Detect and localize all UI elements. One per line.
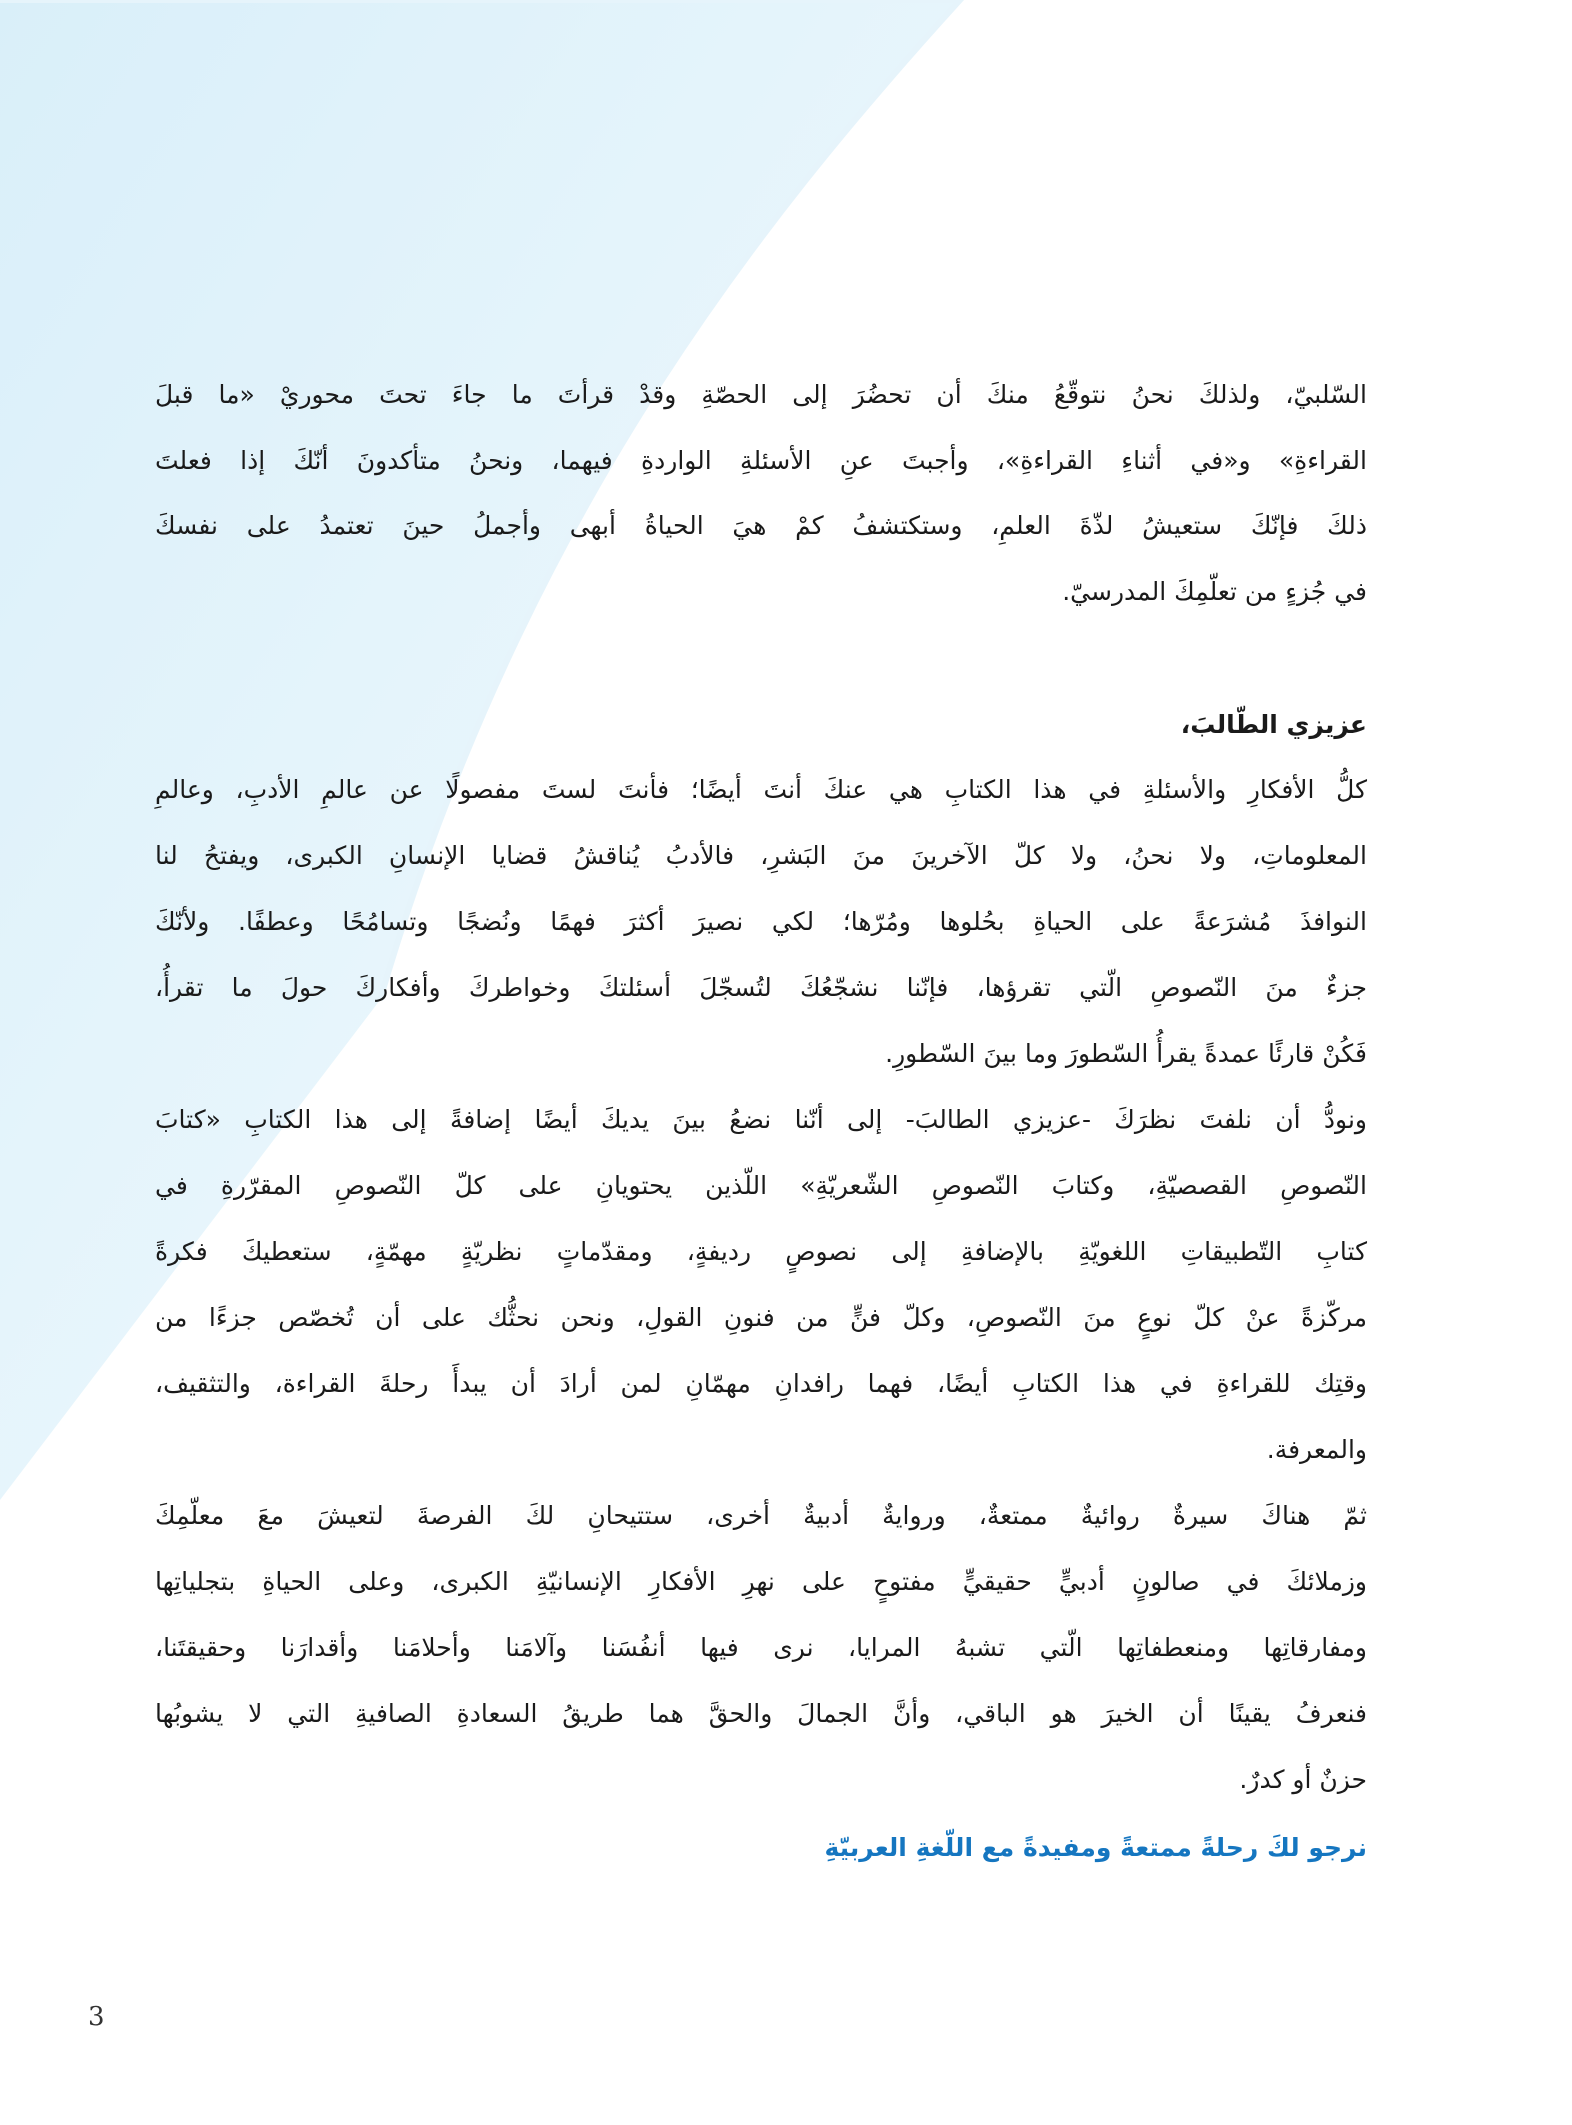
paragraph-line: فنعرفُ يقينًا أن الخيرَ هو الباقي، وأنَّ الجمالَ والحقَّ هما طريقُ السعادةِ الصافيةِ التي لا يشوبُها — [155, 1699, 1367, 1728]
page-number: 3 — [88, 2002, 105, 2032]
paragraph-line: جزءٌ منَ النّصوصِ الّتي تقرؤها، فإنّنا نشجّعُكَ لتُسجّلَ أسئلتكَ وخواطركَ وأفكاركَ حولَ ما تقرأُ، — [155, 973, 1367, 1002]
paragraph-line: كلُّ الأفكارِ والأسئلةِ في هذا الكتابِ هي عنكَ أنتَ أيضًا؛ فأنتَ لستَ مفصولًا عن عالمِ الأدبِ، وعالمِ — [155, 775, 1367, 804]
paragraph-line: فَكُنْ قارئًا عمدةً يقرأُ السّطورَ وما بينَ السّطورِ. — [885, 1039, 1367, 1068]
paragraph-line: ذلكَ فإنّكَ ستعيشُ لذّةَ العلمِ، وستكتشفُ كمْ هيَ الحياةُ أبهى وأجملُ حينَ تعتمدُ على نفسكَ — [155, 511, 1367, 540]
paragraph-line: السّلبيّ، ولذلكَ نحنُ نتوقّعُ منكَ أن تحضُرَ إلى الحصّةِ وقدْ قرأتَ ما جاءَ تحتَ محوريْ «ما قبلَ — [155, 380, 1367, 409]
paragraph-line: ثمّ هناكَ سيرةٌ روائيةٌ ممتعةٌ، وروايةٌ أدبيةٌ أخرى، ستتيحانِ لكَ الفرصةَ لتعيشَ معَ معلّمِكَ — [155, 1501, 1367, 1530]
paragraph-line: مركّزةً عنْ كلّ نوعٍ منَ النّصوصِ، وكلّ فنٍّ من فنونِ القولِ، ونحن نحثُّك على أن تُخصّص جزءًا من — [155, 1303, 1367, 1332]
paragraph-line: وقتِك للقراءةِ في هذا الكتابِ أيضًا، فهما رافدانِ مهمّانِ لمن أرادَ أن يبدأَ رحلةَ القراءة، والتثقيف، — [155, 1369, 1367, 1398]
paragraph-line: حزنٌ أو كدرٌ. — [1239, 1765, 1367, 1794]
paragraph-line: وزملائكَ في صالونٍ أدبيٍّ حقيقيٍّ مفتوحٍ على نهرِ الأفكارِ الإنسانيّةِ الكبرى، وعلى الحياةِ بتجلياتِها — [155, 1567, 1367, 1596]
paragraph-line: المعلوماتِ، ولا نحنُ، ولا كلّ الآخرينَ منَ البَشرِ، فالأدبُ يُناقشُ قضايا الإنسانِ الكبرى، ويفتحُ لنا — [155, 841, 1367, 870]
paragraph-line: ومفارقاتِها ومنعطفاتِها الّتي تشبهُ المرايا، نرى فيها أنفُسَنا وآلامَنا وأحلامَنا وأقدارَنا وحقيقتَنا، — [155, 1633, 1367, 1662]
paragraph-line: النوافذَ مُشرَعةً على الحياةِ بحُلوها ومُرّها؛ لكي نصيرَ أكثرَ فهمًا ونُضجًا وتسامُحًا وعطفًا. ولأنّكَ — [155, 907, 1367, 936]
paragraph-line: ونودُّ أن نلفتَ نظرَكَ -عزيزي الطالبَ- إلى أنّنا نضعُ بينَ يديكَ أيضًا إضافةً إلى هذا الكتابِ «كتابَ — [155, 1105, 1367, 1134]
closing-wish: نرجو لكَ رحلةً ممتعةً ومفيدةً مع اللّغةِ العربيّةِ — [824, 1833, 1367, 1862]
paragraph-line: والمعرفة. — [1266, 1435, 1367, 1464]
paragraph-line: النّصوصِ القصصيّةِ، وكتابَ النّصوصِ الشّعريّةِ» اللّذين يحتويانِ على كلّ النّصوصِ المقرّرةِ في — [155, 1171, 1367, 1200]
paragraph-line: القراءةِ» و«في أثناءِ القراءةِ»، وأجبتَ عنِ الأسئلةِ الواردةِ فيهما، ونحنُ متأكدونَ أنّكَ إذا فعلتَ — [155, 446, 1367, 475]
paragraph-line: في جُزءٍ من تعلّمِكَ المدرسيّ. — [1062, 577, 1367, 606]
paragraph-line: كتابِ التّطبيقاتِ اللغويّةِ بالإضافةِ إلى نصوصٍ رديفةٍ، ومقدّماتٍ نظريّةٍ مهمّةٍ، ستعطيكَ فكرةً — [155, 1237, 1367, 1266]
section-heading: عزيزي الطّالبَ، — [1180, 710, 1367, 739]
